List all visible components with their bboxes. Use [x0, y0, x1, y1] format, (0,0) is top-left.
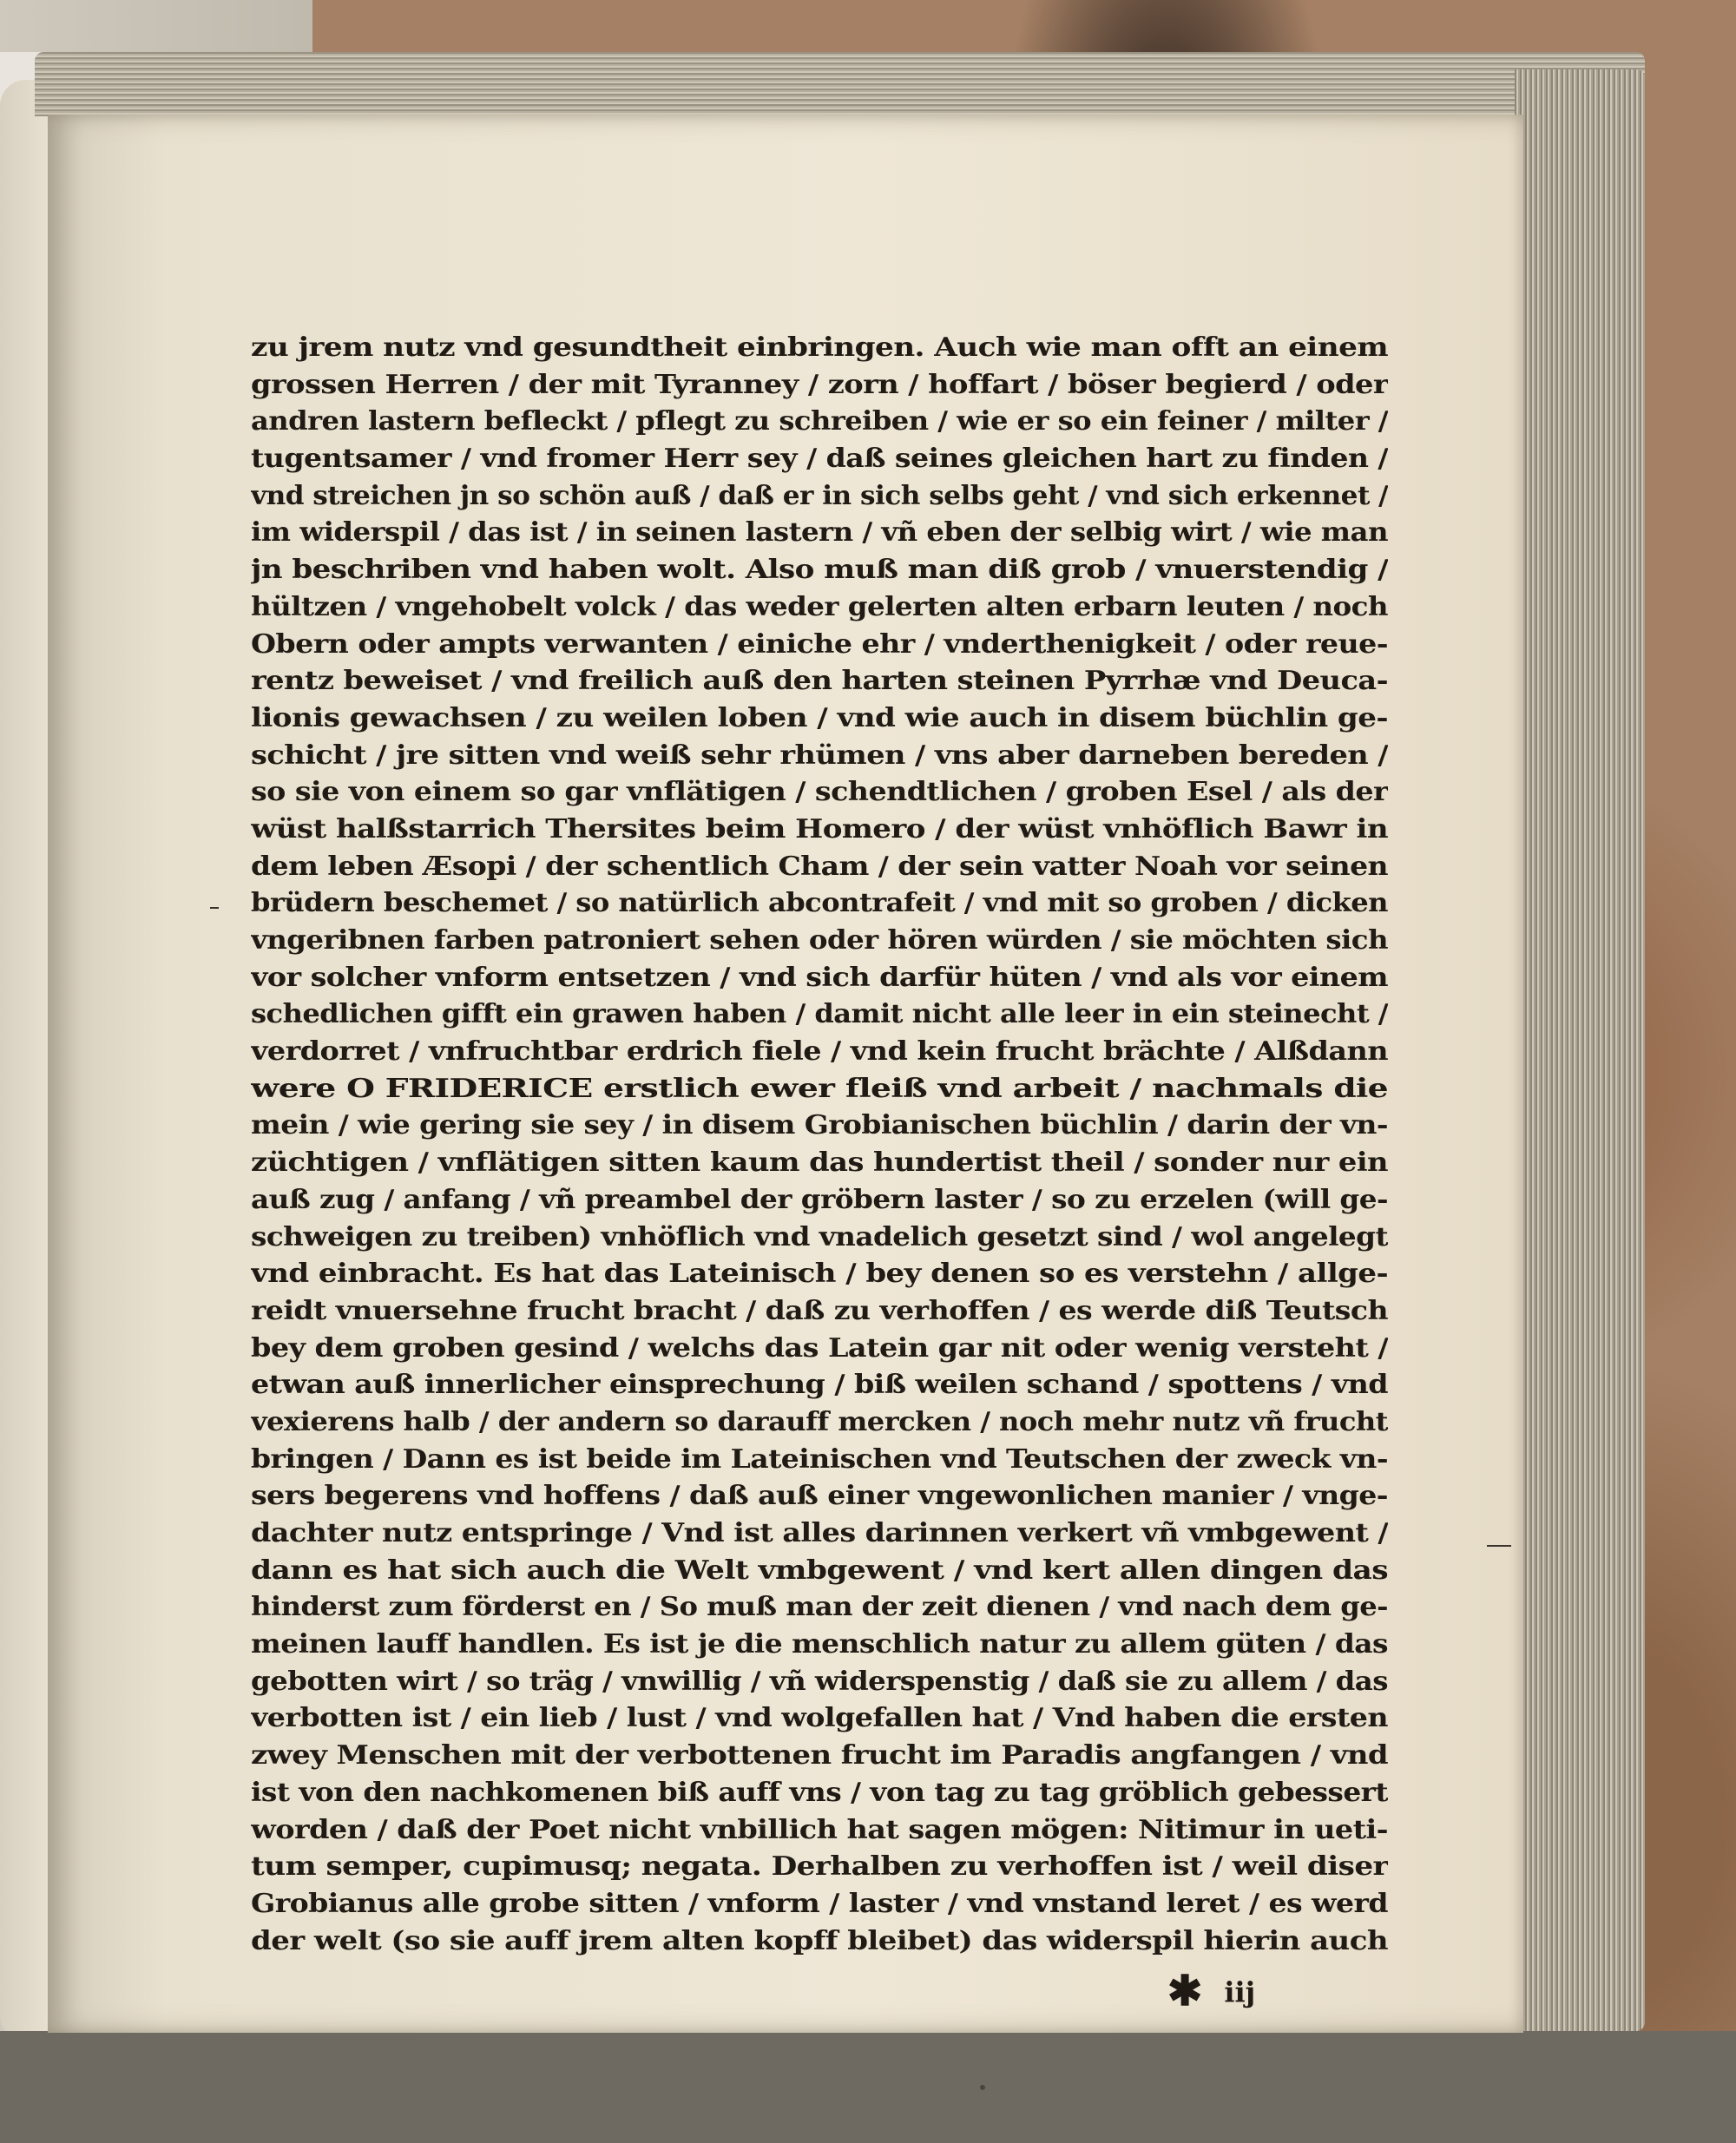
- text-line: andren lastern befleckt / pflegt zu schreiben / wie er so ein feiner / milter /: [251, 406, 1388, 437]
- text-line: jn beschriben vnd haben wolt. Also muß man diß grob / vnuerstendig /: [251, 555, 1388, 586]
- text-line: schweigen zu treiben) vnhöflich vnd vnadelich gesetzt sind / wol angelegt: [251, 1221, 1388, 1252]
- text-line: verbotten ist / ein lieb / lust / vnd wolgefallen hat / Vnd haben die ersten: [251, 1703, 1388, 1734]
- text-line: verdorret / vnfruchtbar erdrich fiele / vnd kein frucht brächte / Alßdann: [251, 1036, 1388, 1068]
- page-edges-top: [35, 52, 1645, 116]
- text-line: schedlichen gifft ein grawen haben / damit nicht alle leer in ein steinecht /: [251, 999, 1388, 1030]
- page-footer: [1167, 1967, 1306, 2015]
- text-line: dachter nutz entspringe / Vnd ist alles darinnen verkert vñ vmbgewent /: [251, 1518, 1388, 1548]
- text-line: tum semper, cupimusq; negata. Derhalben zu verhoffen ist / weil diser: [251, 1851, 1388, 1883]
- text-line: brüdern beschemet / so natürlich abcontrafeit / vnd mit so groben / dicken: [251, 888, 1388, 919]
- text-line: hültzen / vngehobelt volck / das weder gelerten alten erbarn leuten / noch: [251, 591, 1388, 622]
- text-line: ist von den nachkomenen biß auff vns / von tag zu tag gröblich gebessert: [251, 1777, 1388, 1808]
- text-line: gebotten wirt / so träg / vnwillig / vñ widerspenstig / daß sie zu allem / das: [251, 1666, 1388, 1697]
- page-edges-right: [1515, 69, 1645, 2031]
- text-line: wüst halßstarrich Thersites beim Homero / der wüst vnhöflich Bawr in: [251, 813, 1388, 845]
- text-line: sers begerens vnd hoffens / daß auß einer vngewonlichen manier / vnge-: [251, 1481, 1388, 1512]
- text-line: etwan auß innerlicher einsprechung / biß weilen schand / spottens / vnd: [251, 1370, 1388, 1401]
- signature-mark: iij: [1224, 1975, 1256, 2008]
- text-line: lionis gewachsen / zu weilen loben / vnd wie auch in disem büchlin ge-: [251, 702, 1388, 733]
- text-line: zu jrem nutz vnd gesundtheit einbringen. Auch wie man offt an einem: [251, 332, 1388, 363]
- text-line: schicht / jre sitten vnd weiß sehr rhümen / vns aber darneben bereden /: [251, 740, 1388, 771]
- margin-mark: [1487, 1545, 1511, 1547]
- text-line: Obern oder ampts verwanten / einiche ehr / vnderthenigkeit / oder reue-: [251, 628, 1388, 660]
- margin-mark: [210, 907, 219, 909]
- text-line: worden / daß der Poet nicht vnbillich hat sagen mögen: Nitimur in ueti-: [251, 1814, 1388, 1845]
- text-line: Grobianus alle grobe sitten / vnform / laster / vnd vnstand leret / es werd: [251, 1888, 1388, 1919]
- text-line: zwey Menschen mit der verbottenen frucht im Paradis angfangen / vnd: [251, 1740, 1388, 1772]
- text-line: im widerspil / das ist / in seinen lastern / vñ eben der selbig wirt / wie man: [251, 517, 1388, 549]
- text-line: dem leben Æsopi / der schentlich Cham / der sein vatter Noah vor seinen: [251, 851, 1388, 882]
- text-line: were O FRIDERICE erstlich ewer fleiß vnd arbeit / nachmals die: [251, 1073, 1388, 1104]
- text-line: hinderst zum förderst en / So muß man der zeit dienen / vnd nach dem ge-: [251, 1592, 1388, 1623]
- text-line: mein / wie gering sie sey / in disem Grobianischen büchlin / darin der vn-: [251, 1110, 1388, 1141]
- text-line: vexierens halb / der andern so darauff mercken / noch mehr nutz vñ frucht: [251, 1406, 1388, 1437]
- text-line: vnd einbracht. Es hat das Lateinisch / bey denen so es verstehn / allge-: [251, 1259, 1388, 1290]
- text-line: meinen lauff handlen. Es ist je die menschlich natur zu allem güten / das: [251, 1629, 1388, 1660]
- text-line: bey dem groben gesind / welchs das Latein gar nit oder wenig versteht /: [251, 1332, 1388, 1364]
- printed-page: [48, 115, 1523, 2033]
- text-line: bringen / Dann es ist beide im Lateinischen vnd Teutschen der zweck vn-: [251, 1443, 1388, 1475]
- text-line: auß zug / anfang / vñ preambel der gröbern laster / so zu erzelen (will ge-: [251, 1184, 1388, 1215]
- text-line: vor solcher vnform entsetzen / vnd sich darfür hüten / vnd als vor einem: [251, 962, 1388, 993]
- ink-speck: [980, 2085, 985, 2090]
- asterisk-icon: ✱: [1167, 1967, 1203, 2015]
- text-line: grossen Herren / der mit Tyranney / zorn / hoffart / böser begierd / oder: [251, 369, 1388, 400]
- text-line: züchtigen / vnflätigen sitten kaum das hundertist theil / sonder nur ein: [251, 1147, 1388, 1179]
- text-line: tugentsamer / vnd fromer Herr sey / daß seines gleichen hart zu finden /: [251, 444, 1388, 475]
- text-line: vnd streichen jn so schön auß / daß er in sich selbs geht / vnd sich erkennet /: [251, 480, 1388, 511]
- text-line: so sie von einem so gar vnflätigen / schendtlichen / groben Esel / als der: [251, 777, 1388, 808]
- text-block: [251, 330, 1388, 1960]
- background-surface: [0, 2031, 1736, 2143]
- text-line: rentz beweiset / vnd freilich auß den harten steinen Pyrrhæ vnd Deuca-: [251, 666, 1388, 697]
- text-line: reidt vnuersehne frucht bracht / daß zu verhoffen / es werde diß Teutsch: [251, 1295, 1388, 1326]
- text-line: der welt (so sie auff jrem alten kopff bleibet) das widerspil hierin auch: [251, 1925, 1388, 1956]
- text-line: vngeribnen farben patroniert sehen oder hören würden / sie möchten sich: [251, 925, 1388, 956]
- text-line: dann es hat sich auch die Welt vmbgewent / vnd kert allen dingen das: [251, 1555, 1388, 1586]
